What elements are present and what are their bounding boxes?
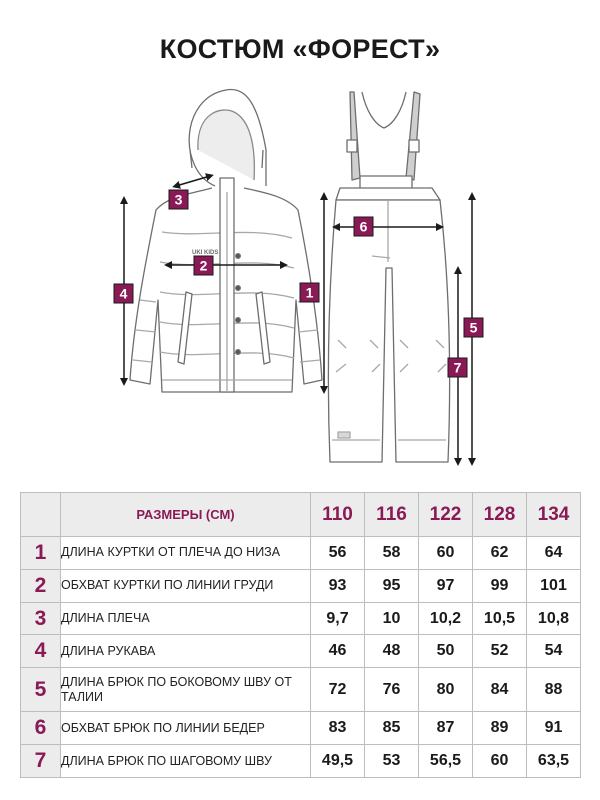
svg-text:5: 5 [469,319,478,336]
row-value: 72 [311,668,365,712]
row-label: ДЛИНА ПЛЕЧА [61,602,311,635]
svg-text:4: 4 [119,285,128,302]
size-header-116: 116 [365,493,419,537]
row-value: 93 [311,569,365,602]
row-value: 60 [473,745,527,778]
jacket-drawing [130,89,322,392]
row-value: 50 [419,635,473,668]
table-row [21,712,581,745]
row-value: 88 [527,668,581,712]
row-value: 91 [527,712,581,745]
row-value: 54 [527,635,581,668]
marker-7 [448,358,467,377]
row-value: 83 [311,712,365,745]
table-row [21,668,581,712]
table-row [21,602,581,635]
row-value: 87 [419,712,473,745]
row-value: 95 [365,569,419,602]
table-header-label: РАЗМЕРЫ (СМ) [61,493,311,537]
row-value: 80 [419,668,473,712]
row-value: 63,5 [527,745,581,778]
row-value: 84 [473,668,527,712]
marker-6 [354,217,373,236]
row-value: 49,5 [311,745,365,778]
row-value: 97 [419,569,473,602]
size-header-134: 134 [527,493,581,537]
row-value: 10,2 [419,602,473,635]
row-value: 64 [527,537,581,570]
garment-illustration [0,80,600,480]
row-value: 58 [365,537,419,570]
row-value: 9,7 [311,602,365,635]
row-value: 52 [473,635,527,668]
row-value: 48 [365,635,419,668]
row-value: 53 [365,745,419,778]
row-value: 46 [311,635,365,668]
table-row [21,569,581,602]
marker-5 [464,318,483,337]
row-label: ДЛИНА КУРТКИ ОТ ПЛЕЧА ДО НИЗА [61,537,311,570]
svg-text:6: 6 [359,218,368,235]
row-label: ДЛИНА БРЮК ПО БОКОВОМУ ШВУ ОТ ТАЛИИ [61,668,311,712]
table-corner-cell [21,493,61,537]
row-value: 62 [473,537,527,570]
row-number: 5 [21,668,61,712]
table-row [21,635,581,668]
size-header-122: 122 [419,493,473,537]
svg-text:2: 2 [199,257,208,274]
row-value: 56 [311,537,365,570]
page-title: КОСТЮМ «ФОРЕСТ» [159,34,441,64]
row-value: 101 [527,569,581,602]
row-number: 2 [21,569,61,602]
svg-text:1: 1 [305,284,314,301]
table-header-row [21,493,581,537]
row-value: 99 [473,569,527,602]
row-value: 10 [365,602,419,635]
row-number: 6 [21,712,61,745]
row-label: ОБХВАТ БРЮК ПО ЛИНИИ БЕДЕР [61,712,311,745]
marker-2 [194,256,213,275]
row-value: 85 [365,712,419,745]
row-value: 10,8 [527,602,581,635]
pants-drawing [328,92,449,462]
row-value: 89 [473,712,527,745]
svg-text:3: 3 [174,191,183,208]
marker-3 [169,190,188,209]
row-number: 7 [21,745,61,778]
row-number: 1 [21,537,61,570]
row-label: ОБХВАТ КУРТКИ ПО ЛИНИИ ГРУДИ [61,569,311,602]
size-header-128: 128 [473,493,527,537]
svg-text:7: 7 [453,359,462,376]
jacket-brand-label: UKI KIDS [192,250,219,256]
marker-1 [300,283,319,302]
size-header-110: 110 [311,493,365,537]
row-number: 3 [21,602,61,635]
size-chart-table [20,492,581,778]
row-number: 4 [21,635,61,668]
row-value: 56,5 [419,745,473,778]
row-label: ДЛИНА РУКАВА [61,635,311,668]
row-label: ДЛИНА БРЮК ПО ШАГОВОМУ ШВУ [61,745,311,778]
row-value: 76 [365,668,419,712]
table-row [21,537,581,570]
row-value: 60 [419,537,473,570]
row-value: 10,5 [473,602,527,635]
table-row [21,745,581,778]
marker-4 [114,284,133,303]
